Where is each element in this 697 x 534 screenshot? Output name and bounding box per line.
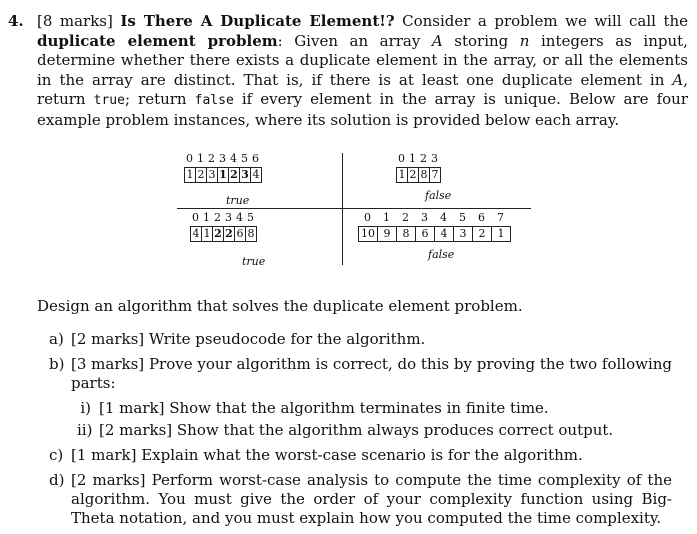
array-cell: 3 [207,168,218,182]
array-cell: 7 [430,168,441,182]
array-cell: 1 [397,168,408,182]
array-index: 3 [225,211,232,224]
part-label: b) [49,355,65,373]
array-index: 5 [459,211,466,224]
keyword-true: true [93,93,125,108]
array-index: 0 [192,211,199,224]
array-index: 1 [409,152,416,165]
question-text: , return [37,70,688,108]
array-index: 1 [203,211,210,224]
example-array-1 [184,153,262,183]
question-text: ; return [124,90,187,108]
part-text: [2 marks] Perform worst-case analysis to compute the time complexity of the algorithm. You must give the order of your complexity function using Big-Theta notation, and you must explain how you computed the time complexity. [71,471,672,527]
part-c [37,446,672,465]
array-index: 3 [219,152,226,165]
array-index: 7 [497,211,504,224]
question-text: if every element in the array is unique. Below are four example problem instances, where its solution is provided below each array. [37,90,688,129]
array-index: 3 [431,152,438,165]
array-indices [396,153,441,165]
part-b [37,355,672,393]
design-instruction: Design an algorithm that solves the duplicate element problem. [37,297,523,315]
array-index: 0 [364,211,371,224]
part-text: [3 marks] Prove your algorithm is correct, do this by proving the two following parts: [71,355,672,392]
divider-horizontal [177,208,531,209]
question-number: 4. [8,12,24,30]
array-cell: 2 [213,227,224,241]
part-label: a) [49,330,64,348]
array-cell: 1 [492,227,511,241]
array-index: 1 [383,211,390,224]
var-a: A [431,31,443,50]
array-cell: 1 [218,168,229,182]
part-label: d) [49,471,65,489]
subpart-text: [2 marks] Show that the algorithm always produces correct output. [99,421,614,439]
array-index: 6 [252,152,259,165]
example-array-2 [396,153,441,183]
var-a: A [672,70,684,89]
array-index: 2 [402,211,409,224]
part-text: [2 marks] Write pseudocode for the algorithm. [71,330,426,348]
array-index: 2 [214,211,221,224]
array-index: 6 [478,211,485,224]
array-index: 4 [440,211,447,224]
array-index: 1 [197,152,204,165]
array-cell: 4 [251,168,262,182]
part-text: [1 mark] Explain what the worst-case scenario is for the algorithm. [71,446,583,464]
array-cell: 8 [397,227,416,241]
example-result: true [226,194,250,207]
question-title: Is There A Duplicate Element!? [120,12,395,30]
example-result: false [425,189,452,202]
array-cell: 6 [416,227,435,241]
example-array-3 [190,212,257,242]
part-d [37,471,672,528]
array-indices [358,212,511,224]
part-b-ii [37,421,672,440]
question-text: integers as input, determine whether there exists a duplicate element in the array, or all the elements in the array are distinct. That is, if there is at least one duplicate element in [37,31,688,89]
example-result: false [428,248,455,261]
keyword-false: false [194,93,234,108]
array-cell: 2 [229,168,240,182]
subpart-label: i) [80,399,91,417]
array-cells [184,167,262,183]
array-cell: 8 [246,227,257,241]
array-indices [184,153,262,165]
array-cell: 9 [378,227,397,241]
array-cell: 2 [224,227,235,241]
array-index: 5 [247,211,254,224]
array-cell: 3 [240,168,251,182]
array-cell: 4 [191,227,202,241]
array-index: 2 [208,152,215,165]
part-b-i [37,399,672,418]
array-cell: 2 [196,168,207,182]
problem-term: duplicate element problem [37,31,278,50]
examples-figure [170,150,540,270]
array-index: 4 [230,152,237,165]
subpart-text: [1 mark] Show that the algorithm terminates in finite time. [99,399,549,417]
array-index: 2 [420,152,427,165]
array-cells [396,167,441,183]
example-array-4 [358,212,511,242]
example-result: true [242,255,266,268]
array-index: 4 [236,211,243,224]
question-parts [37,330,672,534]
array-index: 5 [241,152,248,165]
part-label: c) [49,446,64,464]
var-n: n [519,31,530,50]
array-index: 0 [398,152,405,165]
question-marks: [8 marks] [37,12,113,30]
array-cell: 6 [235,227,246,241]
array-cell: 1 [185,168,196,182]
array-index: 0 [186,152,193,165]
question-text: storing [454,31,509,50]
subpart-label: ii) [77,421,93,439]
array-cell: 2 [473,227,492,241]
array-cells [358,226,511,242]
array-cell: 10 [359,227,378,241]
array-indices [190,212,257,224]
array-cell: 8 [419,168,430,182]
question-text: : Given an array [277,31,421,50]
array-cell: 3 [454,227,473,241]
divider-vertical [342,153,343,265]
array-cells [190,226,257,242]
question-body [37,12,688,130]
part-a [37,330,672,349]
array-index: 3 [421,211,428,224]
array-cell: 2 [408,168,419,182]
question-text: Consider a problem we will call the [402,12,689,30]
array-cell: 1 [202,227,213,241]
problem-statement [8,12,688,130]
array-cell: 4 [435,227,454,241]
